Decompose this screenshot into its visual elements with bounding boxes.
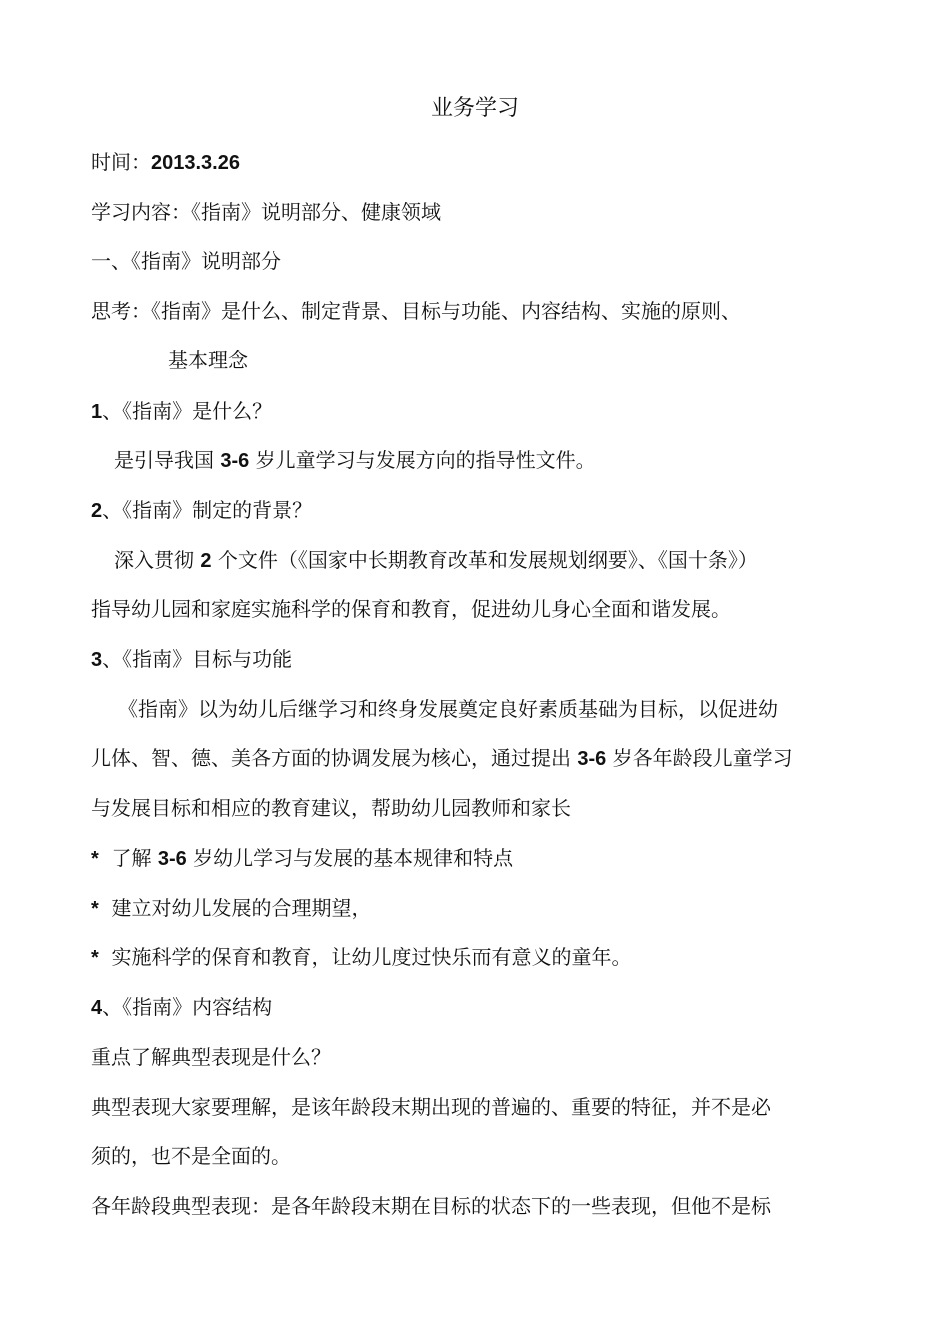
bullet-text-a: 建立对幼儿发展的合理期望， xyxy=(111,896,372,920)
time-value: 2013.3.26 xyxy=(151,152,240,174)
page-title: 业务学习 xyxy=(430,96,519,121)
q4-line-2: 典型表现大家要理解，是该年龄段末期出现的普遍的、重要的特征，并不是必 xyxy=(91,1095,771,1119)
q3-line-1: 《指南》以为幼儿后继学习和终身发展奠定良好素质基础为目标，以促进幼 xyxy=(118,697,778,721)
q1-heading-text: 、《指南》是什么？ xyxy=(102,399,273,423)
bullet-item xyxy=(91,845,513,872)
content-line: 学习内容：《指南》说明部分、健康领域 xyxy=(91,200,441,224)
q2-number: 2 xyxy=(91,500,103,522)
q3-heading xyxy=(91,646,292,673)
q1-answer-a: 是引导我国 xyxy=(114,448,214,472)
q2-heading-text: 、《指南》制定的背景？ xyxy=(102,498,313,522)
q3-line-2-a: 儿体、智、德、美各方面的协调发展为核心，通过提出 xyxy=(91,746,571,770)
q2-line-1-num: 2 xyxy=(200,550,212,572)
q4-number: 4 xyxy=(91,997,103,1019)
q1-answer-num: 3-6 xyxy=(220,450,250,472)
q2-heading xyxy=(91,497,312,524)
q2-line-1 xyxy=(114,547,758,574)
time-line xyxy=(91,149,240,176)
q1-answer xyxy=(114,447,596,474)
time-label: 时间： xyxy=(91,150,151,174)
q2-line-2: 指导幼儿园和家庭实施科学的保育和教育，促进幼儿身心全面和谐发展。 xyxy=(91,597,731,621)
section-heading: 一、《指南》说明部分 xyxy=(91,249,281,273)
q4-heading-text: 、《指南》内容结构 xyxy=(102,995,273,1019)
q2-line-1-a: 深入贯彻 xyxy=(114,548,194,572)
bullet-num: 3-6 xyxy=(157,848,187,870)
bullet-item xyxy=(91,895,372,922)
bullet-text-b: 岁幼儿学习与发展的基本规律和特点 xyxy=(193,846,514,870)
q1-answer-b: 岁儿童学习与发展方向的指导性文件。 xyxy=(255,448,596,472)
q3-line-3: 与发展目标和相应的教育建议，帮助幼儿园教师和家长 xyxy=(91,796,571,820)
think-line-2: 基本理念 xyxy=(168,348,248,372)
q2-line-1-b: 个文件（《国家中长期教育改革和发展规划纲要》、《国十条》） xyxy=(217,548,758,572)
bullet-item xyxy=(91,944,632,971)
q3-line-2 xyxy=(91,745,793,772)
bullet-text-a: 了解 xyxy=(111,846,152,870)
bullet-mark: * xyxy=(91,947,99,969)
bullet-text-a: 实施科学的保育和教育，让幼儿度过快乐而有意义的童年。 xyxy=(111,945,632,969)
think-line-1: 思考：《指南》是什么、制定背景、目标与功能、内容结构、实施的原则、 xyxy=(91,299,741,323)
q1-heading xyxy=(91,398,272,425)
q3-line-2-num: 3-6 xyxy=(577,748,607,770)
q1-number: 1 xyxy=(91,401,103,423)
q4-line-4: 各年龄段典型表现：是各年龄段末期在目标的状态下的一些表现，但他不是标 xyxy=(91,1194,771,1218)
bullet-mark: * xyxy=(91,848,99,870)
bullet-mark: * xyxy=(91,898,99,920)
q4-line-3: 须的，也不是全面的。 xyxy=(91,1144,291,1168)
q3-number: 3 xyxy=(91,649,103,671)
q4-line-1: 重点了解典型表现是什么？ xyxy=(91,1045,331,1069)
q4-heading xyxy=(91,994,272,1021)
q3-heading-text: 、《指南》目标与功能 xyxy=(102,647,293,671)
q3-line-2-b: 岁各年龄段儿童学习 xyxy=(612,746,793,770)
